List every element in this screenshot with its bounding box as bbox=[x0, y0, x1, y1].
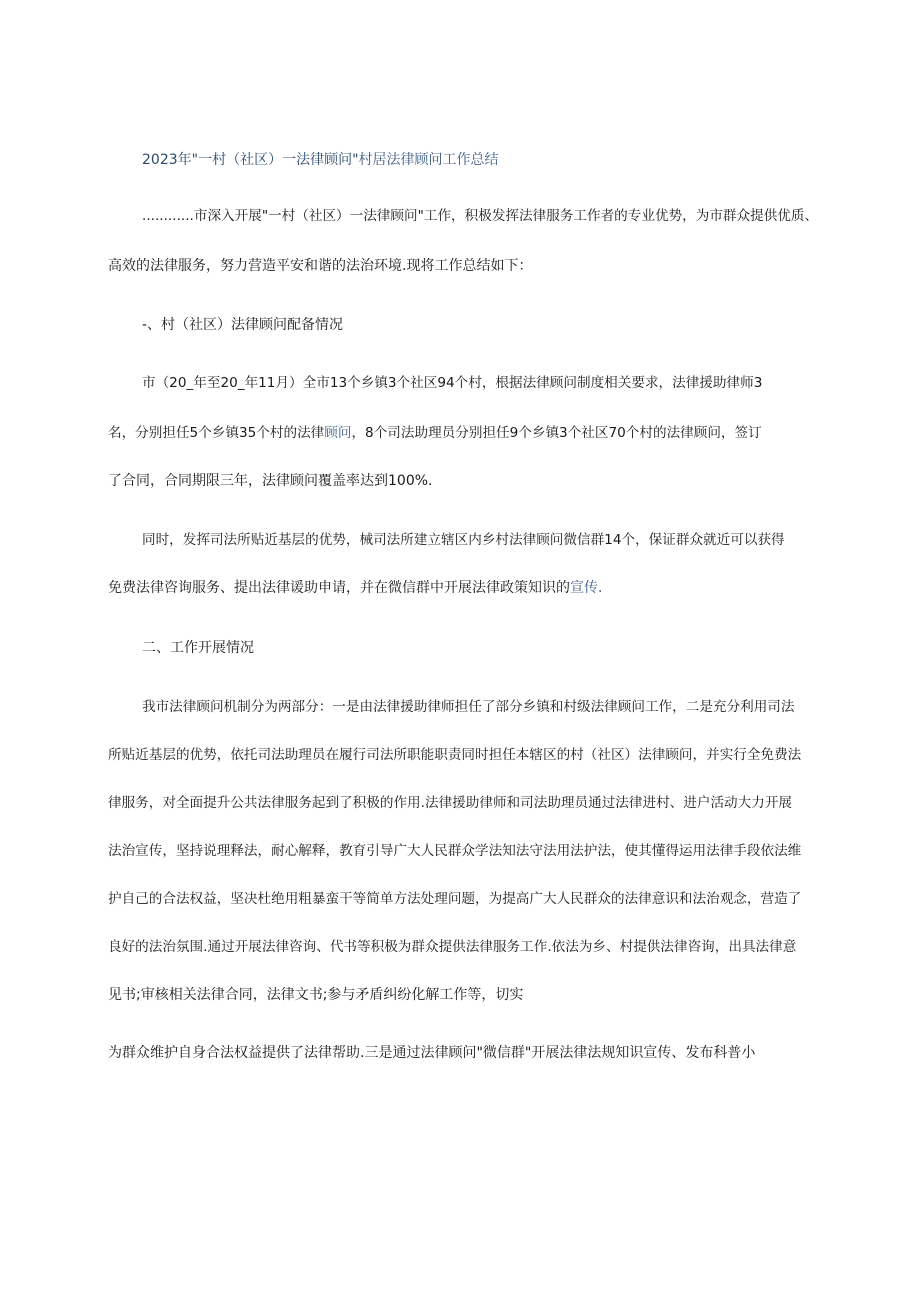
section-2-para-1-line-6: 良好的法治氛围.通过开展法律咨询、代书等积极为群众提供法律服务工作.依法为乡、村提供法律咨询，出具法律意 bbox=[108, 939, 797, 955]
para-2-segment-a: 免费法律咨询服务、提出法律谖助申请，并在微信群中开展法律政策知识的 bbox=[108, 580, 570, 596]
section-1-para-2-line-1: 同时，发挥司法所贴近基层的优势，械司法所建立辖区内乡村法律顾问微信群14个，保证群众就近可以获得 bbox=[142, 532, 785, 548]
para-2-segment-b: 宣传. bbox=[570, 580, 603, 596]
title-part-2: 村居法律顾问工作总结 bbox=[358, 152, 499, 168]
intro-line-2: 高效的法律服务，努力营造平安和谐的法治环境.现将工作总结如下： bbox=[108, 258, 533, 274]
section-2-para-1-line-4: 法治宣传，坚持说理释法，耐心解释，教育引导广大人民群众学法知法守法用法护法，使其懂得运用法律手段依法维 bbox=[108, 843, 802, 859]
section-2-para-2-line-1: 为群众维护自身合法权益提供了法律帮助.三是通过法律顾问"微信群"开展法律法规知识宣传、发布科普小 bbox=[108, 1045, 756, 1061]
section-1-para-1-line-2 bbox=[108, 423, 762, 443]
line-2-segment-c: ，8个司法助理员分别担任9个乡镇3个社区70个村的法律顾问，签订 bbox=[351, 425, 762, 441]
section-1-para-1-line-3: 了合同，合同期限三年，法律顾问覆盖率达到100%. bbox=[108, 473, 433, 489]
section-1-para-2-line-2 bbox=[108, 578, 602, 598]
line-2-segment-a: 名，分别担任5个乡镇35个村的法律 bbox=[108, 425, 325, 441]
title-part-1: 2023年"一村（社区）一法律顾问" bbox=[142, 152, 359, 168]
document-title bbox=[142, 150, 499, 170]
section-2-para-1-line-1: 我市法律顾问机制分为两部分：一是由法律援助律师担任了部分乡镇和村级法律顾问工作，二是充分利用司法 bbox=[142, 699, 795, 715]
section-2-para-1-line-3: 律服务，对全面提升公共法律服务起到了积极的作用.法律援助律师和司法助理员通过法律进村、进户活动大力开展 bbox=[108, 795, 793, 811]
section-2-para-1-line-5: 护自己的合法权益，坚决杜绝用粗暴蛮干等简单方法处理问题，为提高广大人民群众的法律意识和法治观念，营造了 bbox=[108, 891, 802, 907]
intro-line-1: ............市深入开展"一村（社区）一法律顾问"工作，积极发挥法律服务工作者的专业优势，为市群众提供优质、 bbox=[142, 208, 819, 224]
section-2-para-1-line-2: 所贴近基层的优势，依托司法助理员在履行司法所职能职责同时担任本辖区的村（社区）法律顾问，并实行全免费法 bbox=[108, 747, 802, 763]
section-2-para-1-line-7: 见书;审核相关法律合同，法律文书;参与矛盾纠纷化解工作等，切实 bbox=[108, 987, 524, 1003]
section-1-para-1-line-1: 市（20_年至20_年11月）全市13个乡镇3个社区94个村，根据法律顾问制度相关要求，法律援助律师3 bbox=[142, 375, 763, 391]
line-2-segment-b: 顾问 bbox=[324, 425, 352, 441]
section-2-heading: 二、工作开展情况 bbox=[142, 640, 254, 656]
section-1-heading: -、村（社区）法律顾问配备情况 bbox=[142, 317, 344, 333]
